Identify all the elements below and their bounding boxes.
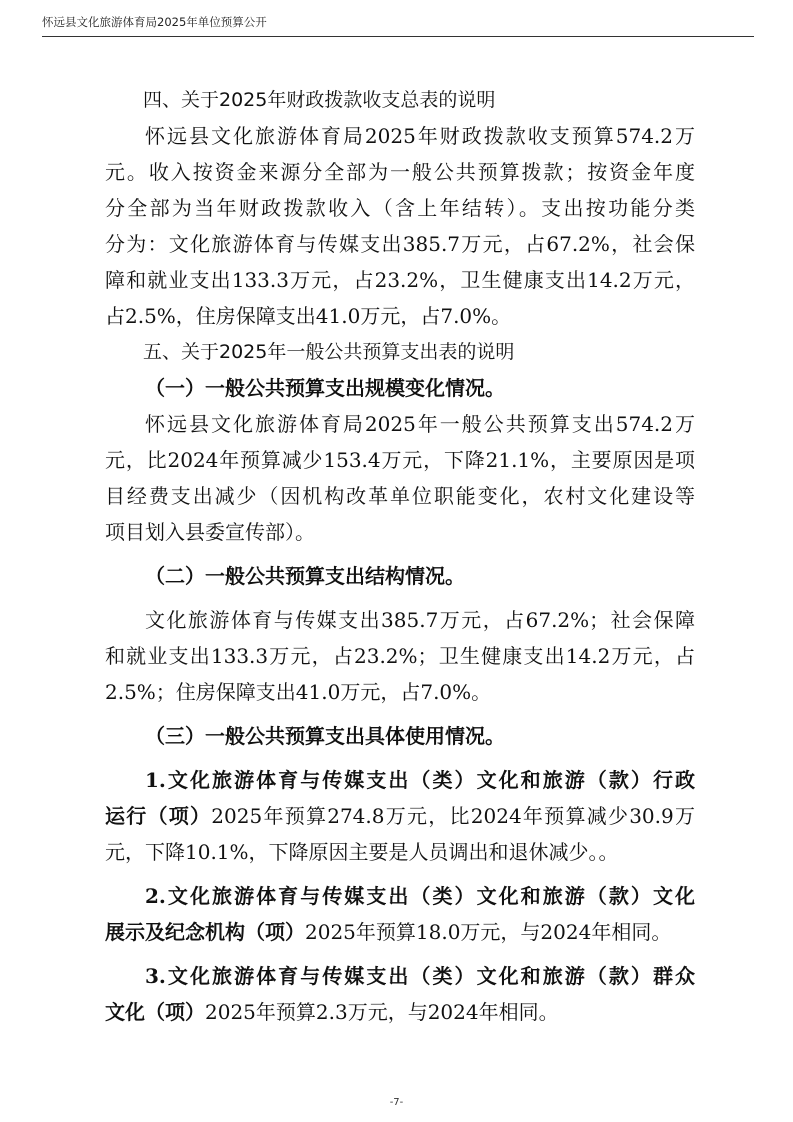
subsection-1-heading: （一）一般公共预算支出规模变化情况。 [145, 376, 505, 400]
item-3-line-1: 3.文化旅游体育与传媒支出（类）文化和旅游（款）群众 [145, 964, 695, 988]
item-2-label: 展示及纪念机构（项） [105, 920, 305, 944]
item-2-text: 2025年预算18.0万元，与2024年相同。 [305, 920, 672, 944]
subsection-1-line-2: 元，比2024年预算减少153.4万元，下降21.1%，主要原因是项 [105, 448, 695, 472]
subsection-1-line-3: 目经费支出减少（因机构改革单位职能变化，农村文化建设等 [105, 484, 695, 508]
section-4-line-3: 分全部为当年财政拨款收入（含上年结转）。支出按功能分类 [105, 196, 695, 220]
item-3-label: 文化（项） [105, 1000, 205, 1024]
header-rule [42, 36, 754, 37]
section-4-line-2: 元。收入按资金来源分全部为一般公共预算拨款；按资金年度 [105, 160, 695, 184]
item-1-line-1: 1.文化旅游体育与传媒支出（类）文化和旅游（款）行政 [145, 768, 695, 792]
item-2-line-1: 2.文化旅游体育与传媒支出（类）文化和旅游（款）文化 [145, 884, 695, 908]
subsection-2-heading: （二）一般公共预算支出结构情况。 [145, 564, 465, 588]
section-4-heading: 四、关于2025年财政拨款收支总表的说明 [143, 89, 496, 111]
section-4-line-4: 分为：文化旅游体育与传媒支出385.7万元，占67.2%，社会保 [105, 232, 695, 256]
item-1-line-2 [105, 798, 695, 834]
section-4-line-5: 障和就业支出133.3万元，占23.2%，卫生健康支出14.2万元， [105, 268, 695, 292]
subsection-1-line-1: 怀远县文化旅游体育局2025年一般公共预算支出574.2万 [145, 412, 695, 436]
document-header: 怀远县文化旅游体育局2025年单位预算公开 [42, 15, 267, 29]
item-3-text: 2025年预算2.3万元，与2024年相同。 [205, 1000, 559, 1024]
item-1-label: 运行（项） [105, 804, 212, 828]
page-number: -7- [389, 1097, 404, 1108]
subsection-3-heading: （三）一般公共预算支出具体使用情况。 [145, 724, 505, 748]
subsection-2-line-1: 文化旅游体育与传媒支出385.7万元，占67.2%；社会保障 [145, 608, 695, 632]
item-1-text: 2025年预算274.8万元，比2024年预算减少30.9万 [211, 804, 695, 828]
subsection-2-line-3: 2.5%；住房保障支出41.0万元，占7.0%。 [105, 680, 492, 704]
document-body [105, 82, 695, 1030]
item-1-line-3: 元，下降10.1%，下降原因主要是人员调出和退休减少。。 [105, 840, 619, 864]
item-2-line-2 [105, 914, 695, 950]
section-4-line-1: 怀远县文化旅游体育局2025年财政拨款收支预算574.2万 [145, 124, 695, 148]
item-3-line-2 [105, 994, 695, 1030]
subsection-2-line-2: 和就业支出133.3万元，占23.2%；卫生健康支出14.2万元，占 [105, 644, 695, 668]
subsection-1-line-4: 项目划入县委宣传部）。 [105, 520, 315, 544]
section-4-line-6: 占2.5%，住房保障支出41.0万元，占7.0%。 [105, 304, 512, 328]
section-5-heading: 五、关于2025年一般公共预算支出表的说明 [143, 341, 515, 363]
